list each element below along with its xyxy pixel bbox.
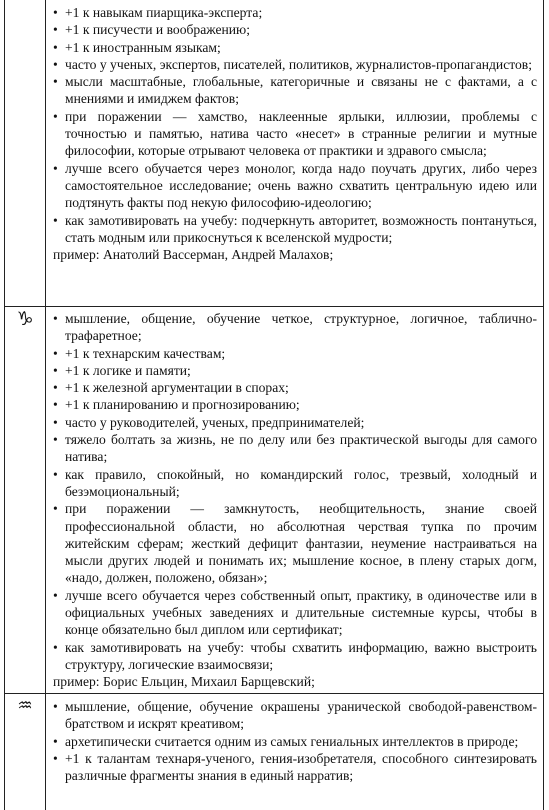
list-item: • лучше всего обучается через собственный опыт, практику, в одиночестве или в официальных учебных заведениях и длительные системные курсы, чтобы в конце обязательно был диплом или сертификат; — [53, 587, 537, 639]
list-item: • +1 к железной аргументации в спорах; — [53, 379, 537, 396]
example-line: пример: Анатолий Вассерман, Андрей Малахов; — [53, 247, 334, 263]
list-item: • мышление, общение, обучение четкое, структурное, логичное, таблично-трафаретное; — [53, 310, 537, 345]
table-row-sagittarius — [5, 0, 543, 306]
example-line: пример: Борис Ельцин, Михаил Барщевский; — [53, 674, 315, 690]
list-item: • при поражении — хамство, наклеенные ярлыки, иллюзии, проблемы с точностью и памятью, натива часто «несет» в странные религии и мутные философии, которые отрывают человека от практики и здравого смысла; — [53, 108, 537, 160]
list-item: • +1 к иностранным языкам; — [53, 39, 537, 56]
list-item: • мысли масштабные, глобальные, категоричные и связаны не с фактами, а с мнениями и имиджем фактов; — [53, 73, 537, 108]
bullet-list — [53, 4, 537, 246]
list-item: • мышление, общение, обучение окрашены уранической свободой-равенством-братством и искрят креативом; — [53, 698, 537, 733]
bullet-list — [53, 698, 537, 784]
table-row-aquarius — [5, 694, 543, 810]
list-item: • как замотивировать на учебу: чтобы схватить информацию, важно выстроить структуру, логические взаимосвязи; — [53, 639, 537, 674]
table-row-capricorn — [5, 307, 543, 693]
row-content — [53, 698, 537, 784]
list-item: • +1 к навыкам пиарщика-эксперта; — [53, 4, 537, 21]
zodiac-table — [4, 0, 544, 810]
list-item: • при поражении — замкнутость, необщительность, знание своей профессиональной области, но абсолютная черствая тупка по прочим житейским сферам; жесткий дефицит фантазии, неумение настраиваться на мысли других людей и понимать их; мышление косное, в плену старых догм, «надо, должен, положено, обязан»; — [53, 500, 537, 586]
list-item: • +1 к талантам технаря-ученого, гения-изобретателя, способного синтезировать различные фрагменты знания в единый нарратив; — [53, 750, 537, 785]
list-item: • +1 к писучести и воображению; — [53, 21, 537, 38]
bullet-list — [53, 310, 537, 673]
list-item: • лучше всего обучается через монолог, когда надо поучать других, либо через самостоятельное исследование; очень важно схватить центральную идею или подтянуть факты под некую философию-идеологию; — [53, 160, 537, 212]
list-item: • +1 к логике и памяти; — [53, 362, 537, 379]
list-item: • тяжело болтать за жизнь, не по делу или без практической выгоды для самого натива; — [53, 431, 537, 466]
list-item: • +1 к планированию и прогнозированию; — [53, 396, 537, 413]
list-item: • часто у ученых, экспертов, писателей, политиков, журналистов-пропагандистов; — [53, 56, 537, 73]
list-item: • +1 к технарским качествам; — [53, 345, 537, 362]
list-item: • как правило, спокойный, но командирский голос, трезвый, холодный и безэмоциональный; — [53, 466, 537, 501]
list-item: • часто у руководителей, ученых, предпринимателей; — [53, 414, 537, 431]
row-content — [53, 4, 537, 263]
capricorn-icon: ♑ — [16, 308, 34, 330]
row-content — [53, 310, 537, 691]
list-item: • архетипически считается одним из самых гениальных интеллектов в природе; — [53, 733, 537, 750]
aquarius-icon: ♒ — [17, 696, 33, 716]
list-item: • как замотивировать на учебу: подчеркнуть авторитет, возможность понтануться, стать модным или прикоснуться к вселенской мудрости; — [53, 212, 537, 247]
